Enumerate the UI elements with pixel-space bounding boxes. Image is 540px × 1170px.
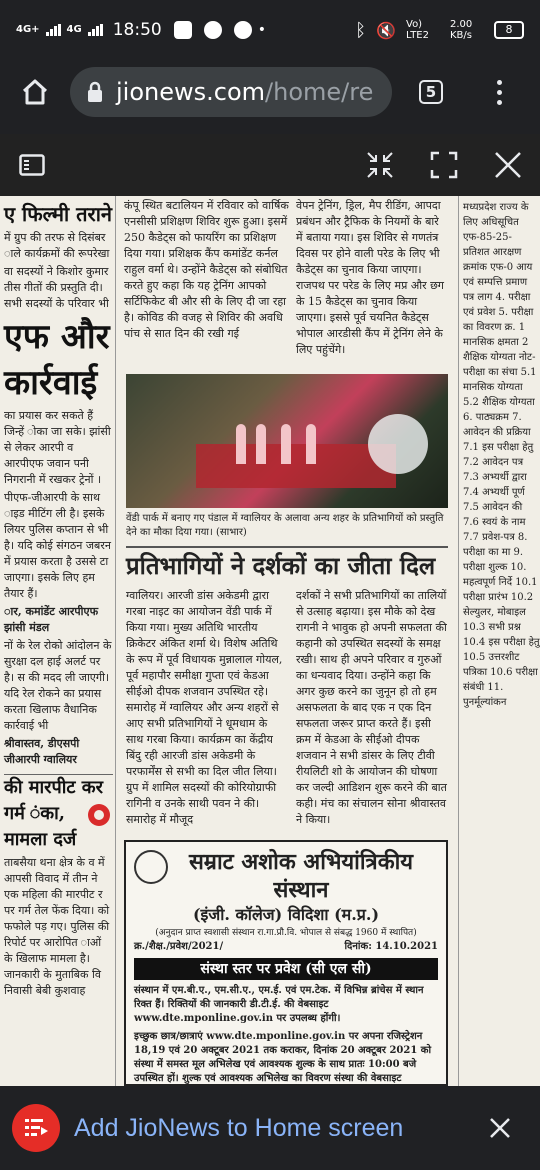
status-bar xyxy=(0,0,540,60)
youtube-icon xyxy=(174,21,192,39)
ad-band: संस्था स्तर पर प्रवेश (सी एल सी) xyxy=(134,958,438,980)
ad-subtitle: (इंजी. कॉलेज) विदिशा (म.प्र.) xyxy=(192,905,380,924)
college-admission-ad xyxy=(124,840,448,1086)
ncc-article-col-1: कंपू स्थित बटालियन में रविवार को वार्षिक एनसीसी प्रशिक्षण शिविर शुरू हुआ। इसमें 250 कैडेट्स को फायरिंग का प्रशिक्षण दिया गया। प्रशिक्षक कैंप कमांडेंट कर्नल राहुल वर्मा थे। उन्होंने कैडेट्स को संबोधित करते हुए कहा कि यह ट्रेनिंग आपको सर्टिफिकेट बी और सी के लिए दी जा रहा है। कोविड की वजह से शिविर की अवधि पांच से सात दिन की रखी गई xyxy=(124,199,289,340)
dismiss-banner-button[interactable] xyxy=(460,1117,540,1139)
battery-icon: 8 xyxy=(494,21,524,39)
left-column xyxy=(0,196,116,1086)
jionews-app-icon xyxy=(12,1104,60,1152)
add-to-home-banner[interactable] xyxy=(0,1086,540,1170)
newspaper-image[interactable] xyxy=(0,196,540,1086)
ad-note: (अनुदान प्राप्त स्वशासी संस्थान रा.गा.प्रौ.वि. भोपाल से संबद्ध 1960 में स्थापित) xyxy=(155,928,417,938)
left-text-3: का प्रयास कर सकते हैं जिन्हें ोका जा सके। झांसी से लेकर आरपी व आरपीएफ जवान पनी निगरानी में रखकर ट्रेनों । xyxy=(4,409,111,486)
left-byline: श्रीवास्तव, डीएसपी जीआरपी ग्वालियर xyxy=(4,737,80,766)
share-icon xyxy=(84,800,114,830)
home-button[interactable] xyxy=(0,60,70,124)
ad-date: दिनांक: 14.10.2021 xyxy=(344,941,438,952)
home-icon xyxy=(20,77,50,107)
tab-count: 5 xyxy=(419,80,443,104)
lock-icon xyxy=(86,81,104,103)
notification-icon xyxy=(204,21,222,39)
left-text-2: वा सदस्यों ने किशोर कुमार तीस गीतों की प्रस्तुति दी। सभी सदस्यों के परिवार भी xyxy=(4,265,109,310)
left-text-7: ताबसैया थना क्षेत्र के व में आपसी विवाद में तीन ने एक महिला की मारपीट र पर गर्म तेल फेंक दिया। को फफोले पड़ गए। पुलिस की रिपोर्ट पर आरोपित ाओं के खिलाफ मामला है। जानकारी के मुताबिक वि निवासी बेबी कुशवाह xyxy=(4,856,110,997)
image-viewer-toolbar xyxy=(0,134,540,196)
ad-ref-row xyxy=(134,940,438,954)
overflow-menu-button[interactable] xyxy=(470,60,528,124)
main-headline: प्रतिभागियों ने दर्शकों का जीता दिल xyxy=(126,546,448,584)
network-label-2: 4G xyxy=(66,24,82,35)
main-article-col-1: ग्वालियर। आरजी डांस अकेडमी द्वारा गरबा नाइट का आयोजन वेंडी पार्क में किया गया। मुख्य अतिथि भारतीय क्रिकेटर अंकित शर्मा थे। विशेष अतिथि के रूप में पूर्व विधायक मुन्नालाल गोयल, पूर्व महापौर समीक्षा गुप्ता एवं केडआ सीईओ दीपक शजवान उपस्थित रहे। समारोह में ग्वालियर और अन्य शहरों से आए सभी प्रतिभागियों ने धूमधाम के साथ गरबा किया। कार्यक्रम का केंद्रीय बिंदु रही आरजी डांस अकेडमी के परफार्मेंस से सभी का दिल जीत लिया। ग्रुप में शामिल सदस्यों की कोरियोग्राफी रागिनी व उनके साथी पवन ने की। समारोह में मौजूद xyxy=(126,589,283,826)
signal-icon-2 xyxy=(88,24,103,36)
network-label-1: 4G+ xyxy=(16,24,40,35)
fullscreen-button[interactable] xyxy=(412,134,476,196)
left-text-4: पीएफ-जीआरपी के साथ ाइड मीटिंग ली है। इसके लियर पुलिस कप्तान से भी है। यदि कोई संगठन जबरन में प्रयास करता है उससे टा जाएगा। इसके लिए हम तैयार हैं। xyxy=(4,491,111,600)
close-icon xyxy=(494,151,522,179)
ad-title: सम्राट अशोक अभियांत्रिकीय संस्थान xyxy=(188,849,414,903)
college-seal-icon xyxy=(134,850,168,884)
clock: 18:50 xyxy=(112,20,162,40)
close-icon xyxy=(489,1117,511,1139)
fullscreen-icon xyxy=(430,151,458,179)
garba-photo xyxy=(126,374,448,508)
more-dot-icon: • xyxy=(257,22,266,38)
shrink-button[interactable] xyxy=(348,134,412,196)
url-host: jionews.com xyxy=(116,78,266,106)
url-bar[interactable] xyxy=(70,67,392,117)
left-text-6: नों के रेल रोको आंदोलन के सुरक्षा दल हाई अलर्ट पर है। स की मदद ली जाएगी। यदि रेल रोकने का प्रयास करता खिलाफ वैधानिक कार्रवाई भी xyxy=(4,639,112,732)
ad-ref: क्र./शैक्ष./प्रवेश/2021/ xyxy=(134,941,224,952)
sidebar-icon xyxy=(19,154,45,176)
app-icon xyxy=(234,21,252,39)
right-column: मध्यप्रदेश राज्य के लिए अधिसूचित एफ-85-25- प्रतिशत आरक्षण क्रमांक एफ-0 आय एवं सम्पत्ति प्रमाण पत्र लाग 4. परीक्षा एवं प्रवेश 5. परीक्षा का विवरण क्र. 1 मानसिक क्षमता 2 शैक्षिक योग्यता नोट- परीक्षा का संचा 5.1 मानसिक योग्यता 5.2 शैक्षिक योग्यता 6. पाठ्यक्रम 7. आवेदन की प्रक्रिया 7.1 इस परीक्षा हेतु 7.2 आवेदन पत्र 7.3 अभ्यर्थी द्वारा 7.4 अभ्यर्थी पूर्ण 7.5 आवेदन की 7.6 स्वयं के नाम 7.7 प्रवेश-पत्र 8. परीक्षा का मा 9. परीक्षा शुल्क 10. महत्वपूर्ण निर्दे 10.1 परीक्षा प्रारंभ 10.2 सेल्युलर, मोबाइल 10.3 सभी प्रश्न 10.4 इस परीक्षा हेतु 10.5 उत्तरशीट पत्रिका 10.6 परीक्षा संबंधी 11. पुनर्मूल्यांकन xyxy=(458,196,540,1086)
left-text-1: में ग्रुप की तरफ से दिसंबर ाले कार्यक्रमों की रूपरेखा xyxy=(4,231,110,260)
signal-icon xyxy=(46,24,61,36)
browser-toolbar xyxy=(0,60,540,124)
volte-label: Vo) LTE2 xyxy=(406,19,429,41)
close-viewer-button[interactable] xyxy=(476,134,540,196)
mute-icon: 🔇 xyxy=(376,20,396,40)
bluetooth-icon: ᛒ xyxy=(355,19,367,41)
status-right xyxy=(355,19,524,41)
collapse-arrows-icon xyxy=(365,150,395,180)
speed-label: 2.00 KB/s xyxy=(450,19,473,41)
left-headline-2: एफ और कार्रवाई xyxy=(4,317,110,403)
ad-body-1: संस्थान में एम.बी.ए., एम.सी.ए., एम.ई. एवं एम.टेक. में विभिन्न ब्रांचेस में स्थान रिक्त हैं। रिक्तियों की जानकारी डी.टी.ई. की वेबसाइट www.dte.mponline.gov.in पर उपलब्ध होंगी। xyxy=(134,985,424,1024)
left-headline-3: की मारपीट कर गर्म ंका, मामला दर्ज xyxy=(4,774,113,853)
left-headline-1: ए फिल्मी तराने xyxy=(4,202,112,226)
main-article-col-2: दर्शकों ने सभी प्रतिभागियों का तालियों से उत्साह बढ़ाया। इस मौके को देख रागनी ने भावुक हो अपनी सफलता की कहानी को उपस्थित सदस्यों के समक्ष रखी। साथ ही अपने परिवार व गुरुओं का धन्यवाद दिया। उन्होंने कहा कि अगर कुछ करने का जुनून हो तो हम असफलता के बाद एक न एक दिन सफलता जरूर प्राप्त करते हैं। इसी क्रम में केडआ के सीईओ दीपक शजवान ने सभी डांसर के लिए टीवी रीयलिटी शो के आयोजन की घोषणा कर जल्दी आडिशन शुरू करने की बात कही। मंच का संचालन सोना श्रीवास्तव ने किया। xyxy=(296,589,447,826)
ad-body-2: इच्छुक छात्र/छात्राएं www.dte.mponline.gov.in पर अपना रजिस्ट्रेशन 18,19 एवं 20 अक्टूबर 2021 तक कराकर, दिनांक 20 अक्टूबर 2021 को संस्था में समस्त मूल अभिलेख एवं आवश्यक शुल्क के साथ प्रातः 10:00 बजे उपस्थित हों। शुल्क एवं आवश्यक अभिलेख का विवरण संस्था की वेबसाइट xyxy=(134,1031,432,1084)
sidebar-toggle-button[interactable] xyxy=(0,134,64,196)
photo-caption: वेंडी पार्क में बनाए गए पंडाल में ग्वालियर के अलावा अन्य शहर के प्रतिभागियों को प्रस्तुति देने का मौका दिया गया। (साभार) xyxy=(126,513,444,538)
ncc-article-col-2: वेपन ट्रेनिंग, ड्रिल, मैप रीडिंग, आपदा प्रबंधन और ट्रैफिक के नियमों के बारे में बताया गया। इस शिविर से गणतंत्र दिवस पर होने वाली परेड के लिए भी कैडेट्स का चुनाव किया जाएगा। राजपथ पर परेड के लिए मप्र और छग के 15 कैडेट्स का चुनाव किया जाएगा। इससे पूर्व चयनित कैडेट्स भोपाल आरडीसी कैंप में ट्रेनिंग लेने के लिए पहुंचेंगे। xyxy=(296,199,444,356)
tab-switcher-button[interactable] xyxy=(392,60,470,124)
status-left xyxy=(16,20,266,40)
left-text-5: ार, कमांडेंट आरपीएफ झांसी मंडल xyxy=(4,605,99,634)
url-path: /home/re xyxy=(265,78,374,106)
add-to-home-label[interactable]: Add JioNews to Home screen xyxy=(74,1113,404,1142)
